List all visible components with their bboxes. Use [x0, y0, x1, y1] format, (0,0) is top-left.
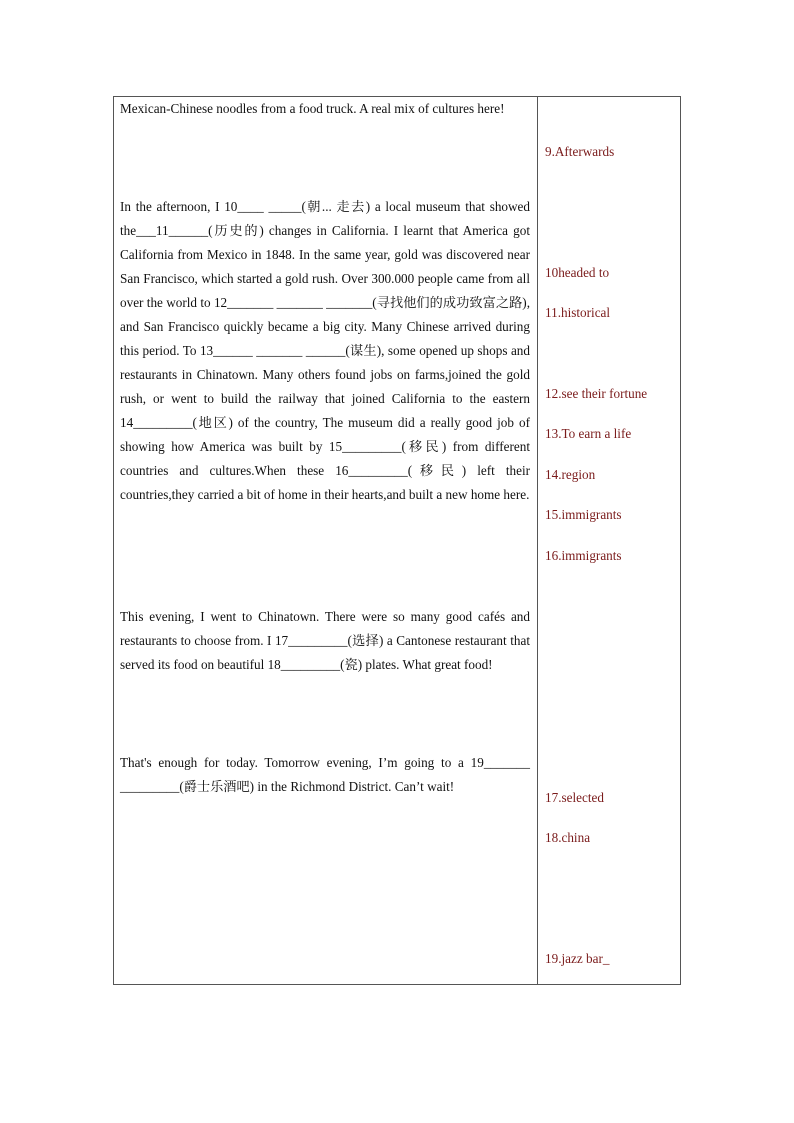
- answer-17: 17.selected: [545, 790, 604, 805]
- passage-paragraph-3: This evening, I went to Chinatown. There were so many good cafés and restaurants to choose from. I 17_________(选择) a Cantonese restaurant that served its food on beautiful 18_________(瓷) plates. What great food!: [120, 609, 530, 672]
- answer-13: 13.To earn a life: [545, 426, 632, 441]
- passage-paragraph-2: In the afternoon, I 10____ _____(朝... 走去) a local museum that showed the___11______(历史的) changes in California. I learnt that America got California from Mexico in 1848. In the same year, gold was discovered near San Francisco, which started a gold rush. Over 300.000 people came from all over the world to 12_______ _______ _______(寻找他们的成功致富之路), and San Francisco quickly became a big city. Many Chinese arrived during this period. To 13______ _______ ______(谋生), some opened up shops and restaurants in Chinatown. Many others found jobs on farms,joined the gold rush, or went to build the railway that joined California to the eastern 14_________(地区) of the country, The museum did a really good job of showing how America was built by 15_________(移民) from different countries and cultures.When these 16_________(移民) left their countries,they carried a bit of home in their hearts,and built a new home here.: [120, 199, 530, 502]
- answer-15: 15.immigrants: [545, 507, 622, 522]
- answer-9: 9.Afterwards: [545, 144, 615, 159]
- answer-19: 19.jazz bar_: [545, 951, 610, 966]
- answer-11: 11.historical: [545, 305, 611, 320]
- worksheet-table: [113, 96, 681, 985]
- answer-10: 10headed to: [545, 265, 610, 280]
- answer-14: 14.region: [545, 467, 596, 482]
- passage-paragraph-4: That's enough for today. Tomorrow evening, I’m going to a 19_______ _________(爵士乐酒吧) in the Richmond District. Can’t wait!: [120, 755, 530, 794]
- answer-18: 18.china: [545, 830, 591, 845]
- answer-16: 16.immigrants: [545, 548, 622, 563]
- passage-paragraph-1: Mexican-Chinese noodles from a food truck. A real mix of cultures here!: [120, 101, 505, 116]
- column-divider: [537, 97, 538, 984]
- answer-12: 12.see their fortune: [545, 386, 648, 401]
